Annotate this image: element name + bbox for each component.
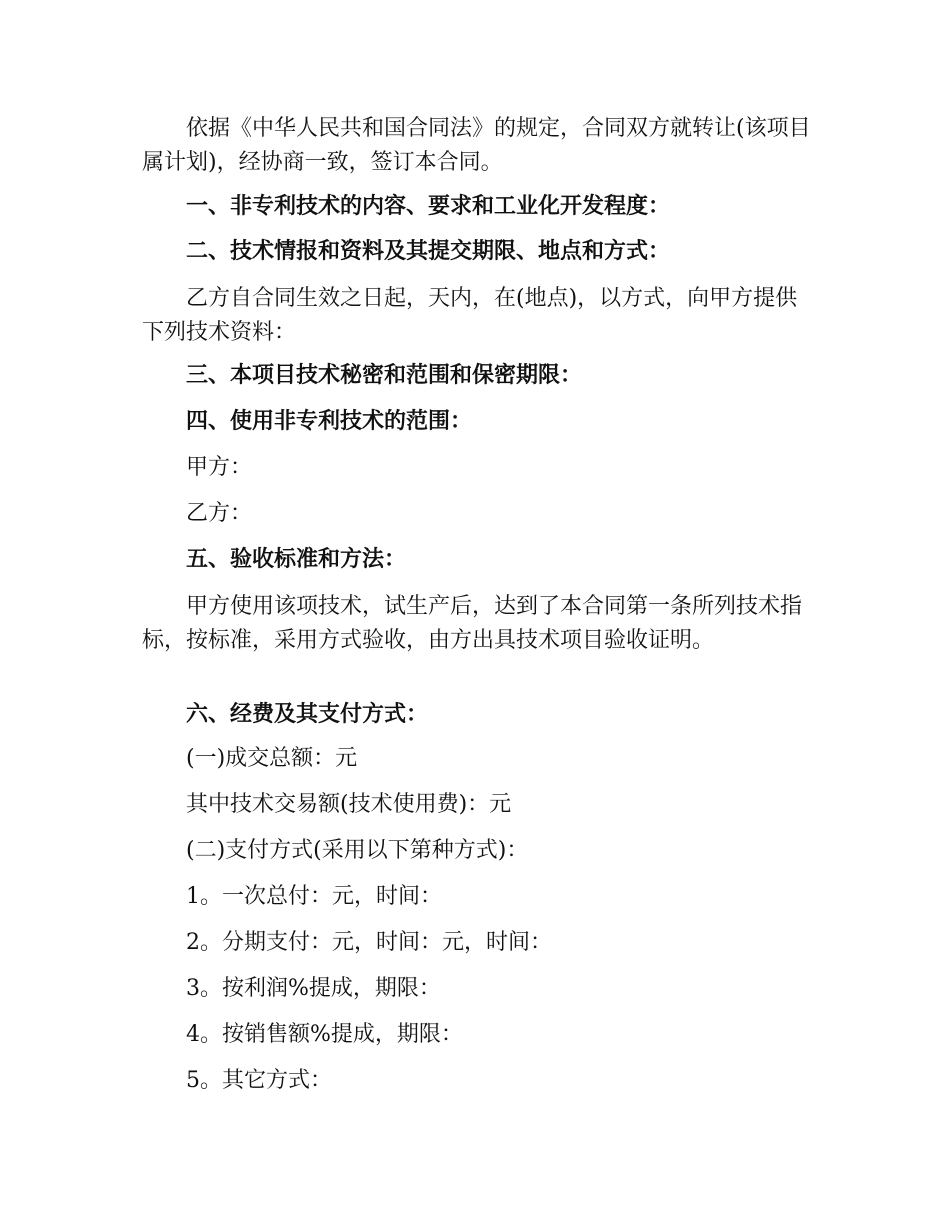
technology-fee-line: 其中技术交易额(技术使用费)：元: [186, 792, 512, 817]
section-heading-2: 二、技术情报和资料及其提交期限、地点和方式：: [186, 239, 671, 264]
party-a-line: 甲方：: [186, 455, 253, 480]
payment-method-line: (二)支付方式(采用以下第种方式)：: [186, 838, 529, 863]
section-heading-6: 六、经费及其支付方式：: [186, 702, 429, 727]
payment-option-4: 4。按销售额%提成，期限：: [186, 1022, 463, 1047]
payment-option-2: 2。分期支付：元，时间：元，时间：: [186, 930, 552, 955]
section-heading-4: 四、使用非专利技术的范围：: [186, 409, 473, 434]
acceptance-paragraph: 甲方使用该项技术，试生产后，达到了本合同第一条所列技术指标，按标准，采用方式验收，由方出具技术项目验收证明。: [142, 594, 803, 653]
payment-option-1: 1。一次总付：元，时间：: [186, 884, 442, 909]
party-b-line: 乙方：: [186, 501, 253, 526]
section-heading-1: 一、非专利技术的内容、要求和工业化开发程度：: [186, 194, 671, 219]
delivery-paragraph: 乙方自合同生效之日起，天内，在(地点)，以方式，向甲方提供下列技术资料：: [142, 286, 798, 345]
section-heading-5: 五、验收标准和方法：: [186, 547, 407, 572]
payment-option-5: 5。其它方式：: [186, 1068, 332, 1093]
payment-option-3: 3。按利润%提成，期限：: [186, 976, 441, 1001]
intro-paragraph: 依据《中华人民共和国合同法》的规定，合同双方就转让(该项目属计划)，经协商一致，签订本合同。: [142, 116, 811, 175]
total-amount-line: (一)成交总额：元: [186, 746, 358, 771]
section-heading-3: 三、本项目技术秘密和范围和保密期限：: [186, 363, 583, 388]
